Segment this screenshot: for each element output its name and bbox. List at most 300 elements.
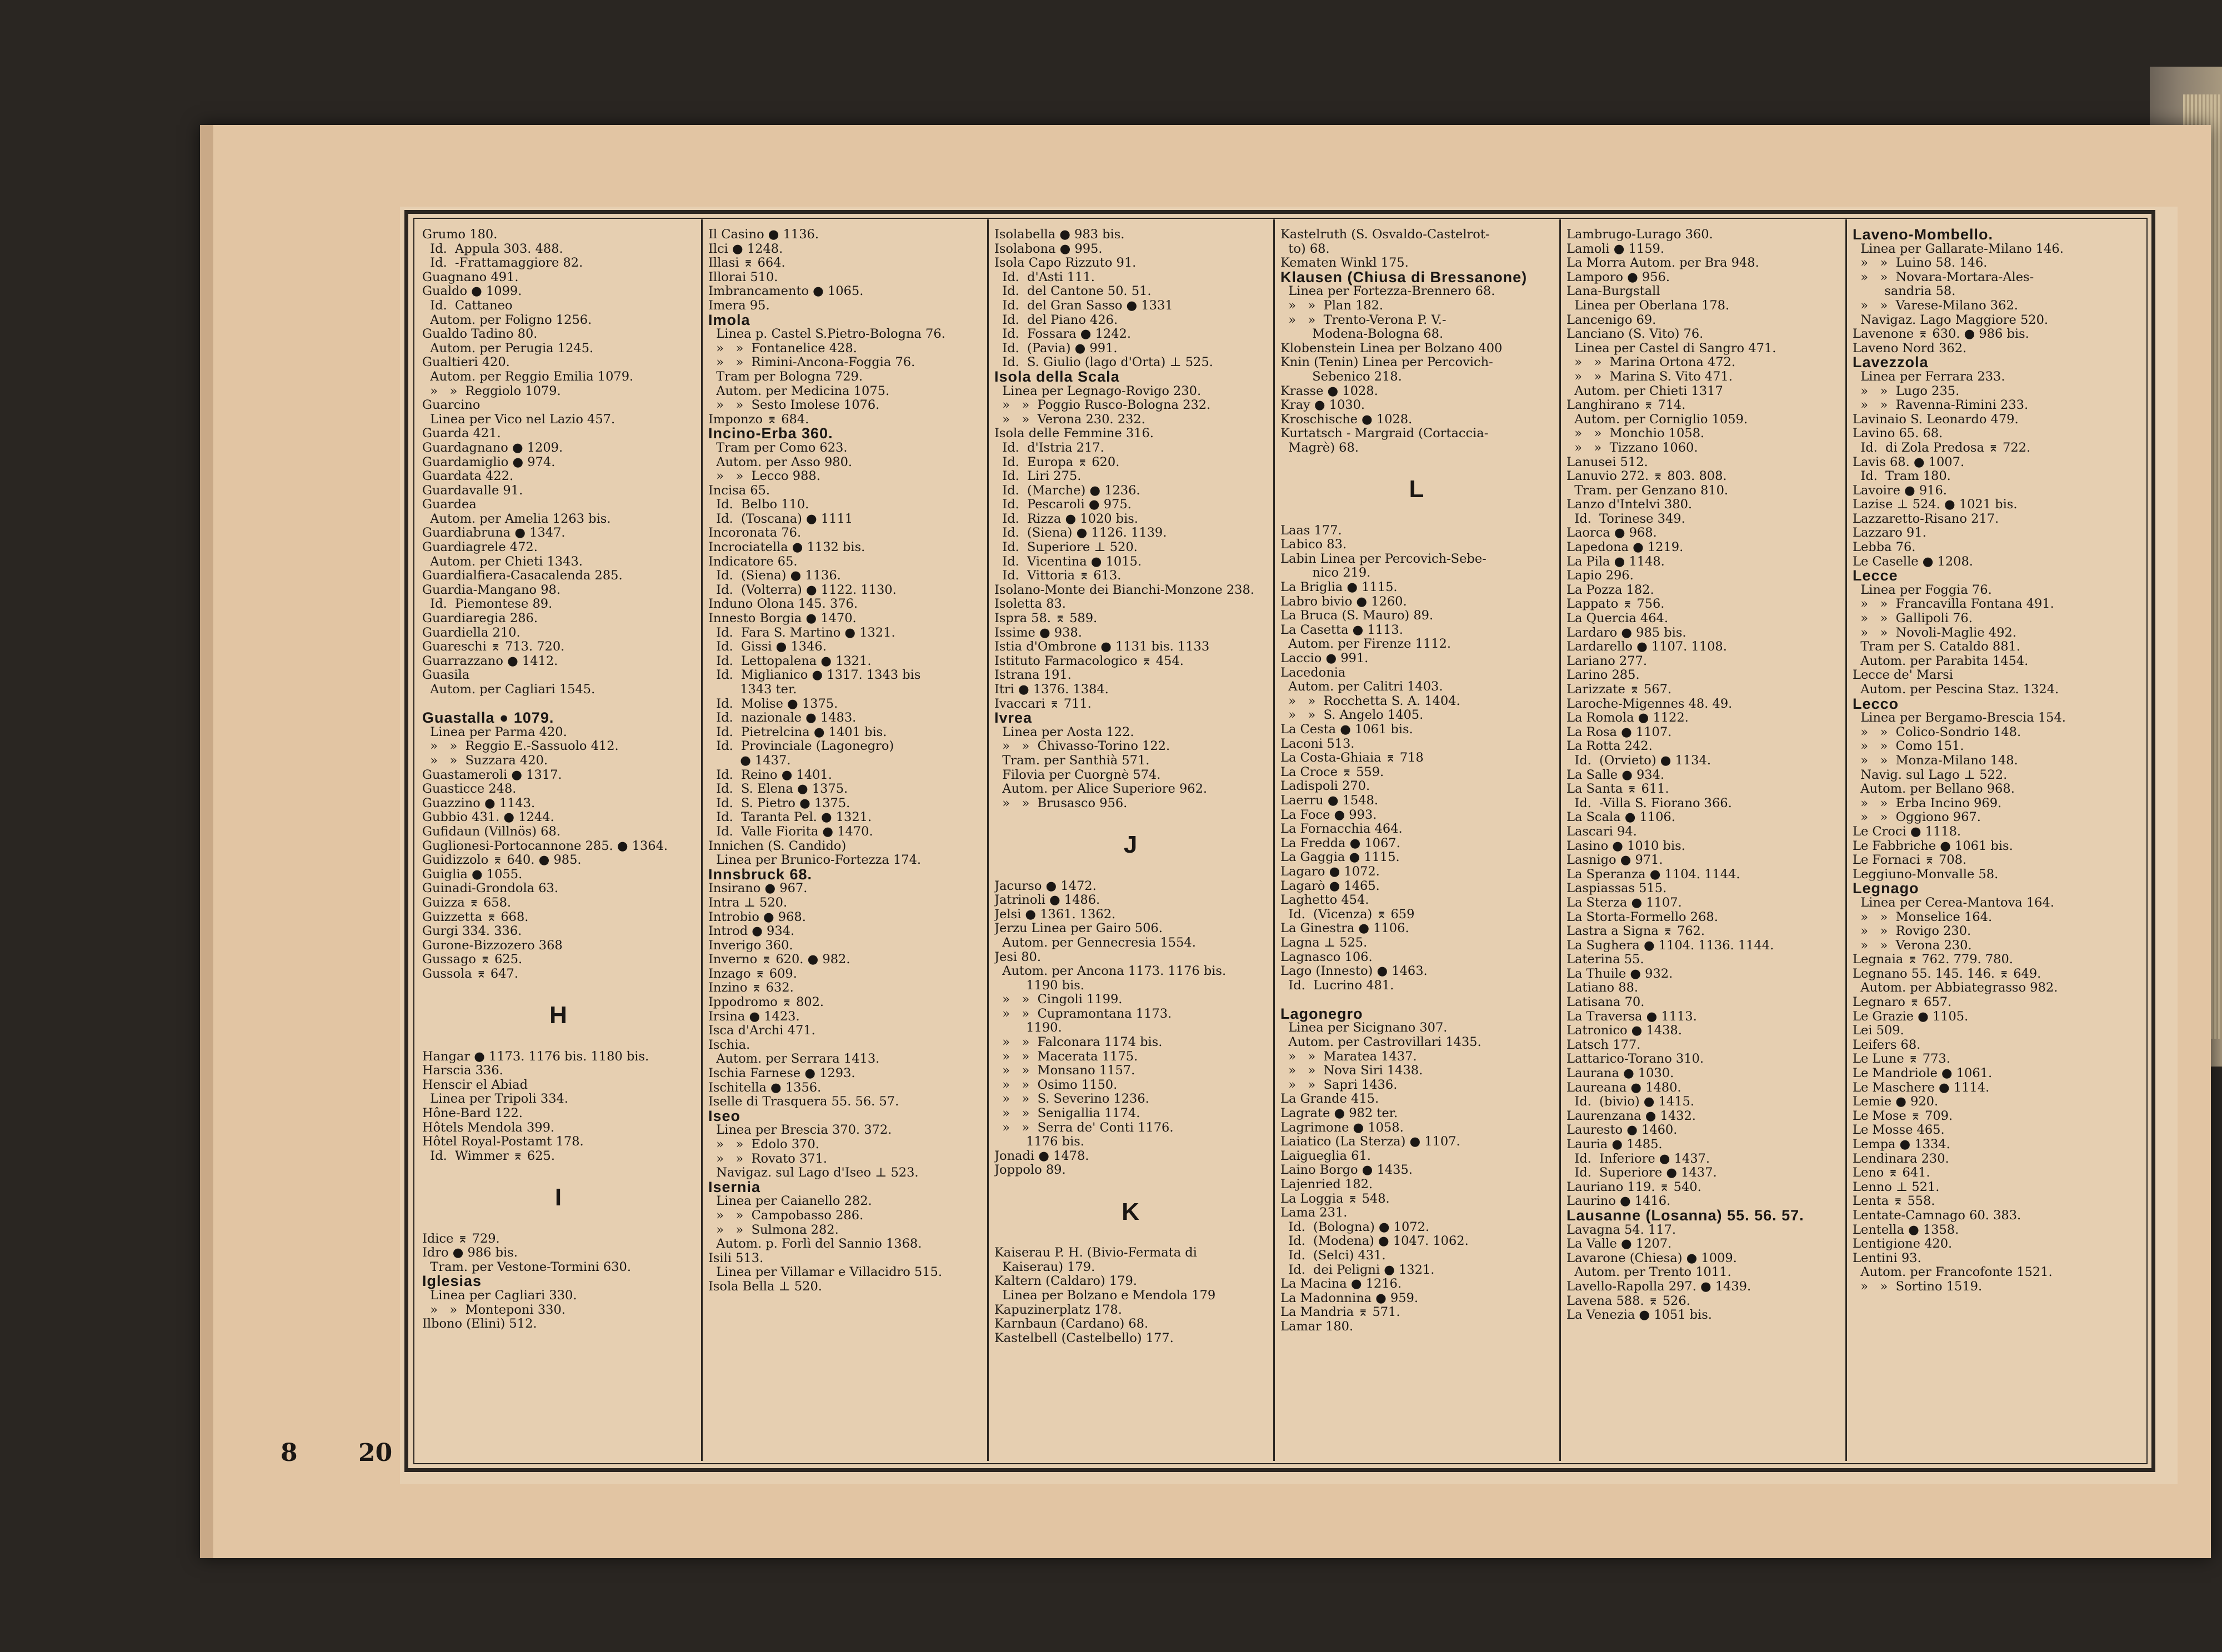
entry-heading: Imola bbox=[708, 311, 750, 328]
index-entry: Autom. per Trento 1011. bbox=[1567, 1265, 1731, 1280]
index-entry: Lagna ⊥ 525. bbox=[1280, 935, 1368, 950]
index-entry: Irsina ● 1423. bbox=[708, 1009, 800, 1024]
index-entry: Joppolo 89. bbox=[994, 1163, 1066, 1178]
index-entry: Isolabella ● 983 bis. bbox=[994, 228, 1125, 242]
index-entry: Id. dei Peligni ● 1321. bbox=[1280, 1262, 1435, 1277]
entry-heading: Isernia bbox=[708, 1178, 761, 1195]
column-rule bbox=[1845, 219, 1847, 1461]
index-entry: Langhirano ⌆ 714. bbox=[1567, 398, 1686, 413]
index-entry: Guizzetta ⌆ 668. bbox=[422, 909, 529, 924]
index-entry: Introbio ● 968. bbox=[708, 909, 806, 924]
index-entry: Autom. per Asso 980. bbox=[708, 454, 853, 469]
column-rule bbox=[987, 219, 989, 1461]
index-entry: La Speranza ● 1104. 1144. bbox=[1567, 867, 1740, 882]
index-entry: Le Fabbriche ● 1061 bis. bbox=[1853, 838, 2013, 853]
index-entry: Lei 509. bbox=[1853, 1023, 1904, 1038]
index-entry: Sebenico 218. bbox=[1280, 369, 1402, 384]
index-entry: Linea per Ferrara 233. bbox=[1853, 369, 2005, 384]
index-entry: Le Mose ⌆ 709. bbox=[1853, 1108, 1953, 1123]
index-entry: Gualdo Tadino 80. bbox=[422, 327, 538, 342]
index-entry: Latisana 70. bbox=[1567, 995, 1645, 1010]
entry-heading: Laveno-Mombello. bbox=[1853, 228, 1994, 243]
entry-heading: Iseo bbox=[708, 1107, 741, 1124]
index-entry: Klobenstein Linea per Bolzano 400 bbox=[1280, 341, 1503, 356]
column-rule bbox=[701, 219, 703, 1461]
index-entry: Jerzu Linea per Gairo 506. bbox=[994, 921, 1163, 936]
index-entry: Linea per Caianello 282. bbox=[708, 1194, 872, 1209]
index-entry: Isoletta 83. bbox=[994, 597, 1066, 612]
index-entry: Lancenigo 69. bbox=[1567, 312, 1657, 327]
index-entry: Gubbio 431. ● 1244. bbox=[422, 810, 554, 825]
index-entry: Guiglia ● 1055. bbox=[422, 867, 523, 882]
index-entry: Id. (Modena) ● 1047. 1062. bbox=[1280, 1234, 1469, 1249]
index-entry: Id. (Volterra) ● 1122. 1130. bbox=[708, 582, 897, 597]
index-entry: Linea per Castel di Sangro 471. bbox=[1567, 341, 1776, 356]
index-entry: Lanuvio 272. ⌆ 803. 808. bbox=[1567, 469, 1727, 484]
index-entry: Autom. per Bellano 968. bbox=[1853, 782, 2015, 797]
index-entry: Lavoire ● 916. bbox=[1853, 483, 1947, 498]
index-entry: » » Monchio 1058. bbox=[1567, 426, 1705, 441]
index-entry: Guastameroli ● 1317. bbox=[422, 767, 562, 782]
index-entry: Guidizzolo ⌆ 640. ● 985. bbox=[422, 853, 582, 868]
index-entry: La Morra Autom. per Bra 948. bbox=[1567, 256, 1759, 271]
index-entry: » » Senigallia 1174. bbox=[994, 1106, 1140, 1121]
index-entry: Id. (Selci) 431. bbox=[1280, 1248, 1386, 1263]
index-entry: Laroche-Migennes 48. 49. bbox=[1567, 696, 1733, 711]
index-entry: » » Campobasso 286. bbox=[708, 1208, 864, 1223]
index-entry: Le Lune ⌆ 773. bbox=[1853, 1052, 1950, 1067]
index-entry: Guazzino ● 1143. bbox=[422, 795, 536, 810]
index-entry: » » Maratea 1437. bbox=[1280, 1049, 1417, 1064]
index-entry: Id. Tram 180. bbox=[1853, 469, 1951, 484]
index-entry: Inverigo 360. bbox=[708, 938, 793, 953]
index-entry: La Foce ● 993. bbox=[1280, 807, 1377, 822]
index-entry: » » Rovigo 230. bbox=[1853, 924, 1971, 939]
index-entry: Incisa 65. bbox=[708, 483, 770, 498]
index-entry: Autom. per Ancona 1173. 1176 bis. bbox=[994, 964, 1227, 979]
index-entry: Id. (Vicenza) ⌆ 659 bbox=[1280, 907, 1415, 922]
index-entry: Id. Cattaneo bbox=[422, 298, 513, 313]
index-entry: Leno ⌆ 641. bbox=[1853, 1165, 1930, 1180]
index-entry: Id. (bivio) ● 1415. bbox=[1567, 1094, 1695, 1109]
index-entry: Id. (Orvieto) ● 1134. bbox=[1567, 753, 1711, 768]
index-entry: Isola Capo Rizzuto 91. bbox=[994, 256, 1137, 271]
index-entry: Id. (Bologna) ● 1072. bbox=[1280, 1219, 1430, 1234]
index-entry: » » Trento-Verona P. V.- bbox=[1280, 312, 1447, 327]
index-entry: » » Falconara 1174 bis. bbox=[994, 1035, 1163, 1050]
index-entry: Autom. per Abbiategrasso 982. bbox=[1853, 980, 2058, 995]
index-entry: Jonadi ● 1478. bbox=[994, 1148, 1089, 1163]
index-entry: Lavinaio S. Leonardo 479. bbox=[1853, 412, 2019, 427]
index-entry: » » Sulmona 282. bbox=[708, 1222, 839, 1237]
index-entry: Lamar 180. bbox=[1280, 1319, 1354, 1334]
index-entry: Linea per Vico nel Lazio 457. bbox=[422, 412, 615, 427]
index-entry: Gualtieri 420. bbox=[422, 355, 510, 370]
index-entry: » » Marina Ortona 472. bbox=[1567, 355, 1736, 370]
index-entry: Guardea bbox=[422, 497, 477, 512]
index-entry: » » Monsano 1157. bbox=[994, 1063, 1135, 1078]
index-entry: » » Cupramontana 1173. bbox=[994, 1006, 1172, 1021]
index-entry: Latsch 177. bbox=[1567, 1037, 1641, 1052]
index-entry: Ilci ● 1248. bbox=[708, 241, 783, 256]
index-entry: Lama 231. bbox=[1280, 1205, 1348, 1220]
index-entry: Laurino ● 1416. bbox=[1567, 1194, 1671, 1209]
index-entry: Id. d'Asti 111. bbox=[994, 269, 1095, 284]
index-entry: La Quercia 464. bbox=[1567, 611, 1668, 626]
index-entry: Lempa ● 1334. bbox=[1853, 1137, 1950, 1152]
index-entry: » » Novara-Mortara-Ales- bbox=[1853, 269, 2034, 284]
section-letter: J bbox=[1123, 830, 1138, 858]
index-entry: » » Monteponi 330. bbox=[422, 1302, 565, 1317]
index-entry: Kematen Winkl 175. bbox=[1280, 256, 1409, 271]
index-entry: Linea per Legnago-Rovigo 230. bbox=[994, 383, 1202, 398]
index-entry: Labico 83. bbox=[1280, 537, 1347, 552]
index-entry: Introd ● 934. bbox=[708, 924, 795, 939]
index-entry: Autom. per Foligno 1256. bbox=[422, 312, 592, 327]
index-entry: Lauresto ● 1460. bbox=[1567, 1123, 1678, 1138]
index-entry: Ladispoli 270. bbox=[1280, 779, 1370, 794]
index-entry: » » Oggiono 967. bbox=[1853, 810, 1981, 825]
index-entry: Id. Europa ⌆ 620. bbox=[994, 454, 1120, 469]
index-entry: Id. Fossara ● 1242. bbox=[994, 327, 1132, 342]
index-entry: Lendinara 230. bbox=[1853, 1151, 1949, 1166]
index-entry: La Fornacchia 464. bbox=[1280, 822, 1403, 837]
index-entry: Laorca ● 968. bbox=[1567, 525, 1657, 540]
index-entry: Id. S. Giulio (lago d'Orta) ⊥ 525. bbox=[994, 355, 1213, 370]
index-entry: Guardiella 210. bbox=[422, 625, 521, 640]
index-entry: Hangar ● 1173. 1176 bis. 1180 bis. bbox=[422, 1049, 649, 1064]
index-entry: Id. Valle Fiorita ● 1470. bbox=[708, 824, 873, 839]
index-entry: La Mandria ⌆ 571. bbox=[1280, 1305, 1400, 1320]
index-entry: Navig. sul Lago ⊥ 522. bbox=[1853, 767, 2008, 782]
index-entry: Kaltern (Caldaro) 179. bbox=[994, 1274, 1137, 1289]
index-entry: » » Rocchetta S. A. 1404. bbox=[1280, 693, 1460, 708]
index-column-1 bbox=[422, 228, 694, 1461]
index-entry: Le Fornaci ⌆ 708. bbox=[1853, 853, 1967, 868]
index-entry: La Briglia ● 1115. bbox=[1280, 580, 1398, 595]
index-entry: Gurone-Bizzozero 368 bbox=[422, 938, 563, 953]
index-entry: La Salle ● 934. bbox=[1567, 767, 1665, 782]
index-entry: Istrana 191. bbox=[994, 668, 1072, 683]
index-entry: Illasi ⌆ 664. bbox=[708, 256, 785, 271]
column-rule bbox=[1273, 219, 1275, 1461]
index-entry: Navigaz. sul Lago d'Iseo ⊥ 523. bbox=[708, 1165, 919, 1180]
index-entry: » » Reggio E.-Sassuolo 412. bbox=[422, 739, 619, 754]
index-entry: Linea per Foggia 76. bbox=[1853, 582, 1992, 597]
index-entry: La Costa-Ghiaia ⌆ 718 bbox=[1280, 750, 1424, 765]
blank-line bbox=[994, 1232, 1267, 1246]
index-entry: Latiano 88. bbox=[1567, 980, 1638, 995]
index-entry: Lavena 588. ⌆ 526. bbox=[1567, 1293, 1690, 1308]
index-entry: Lana-Burgstall bbox=[1567, 284, 1660, 299]
index-entry: Tram per Bologna 729. bbox=[708, 369, 863, 384]
blank-line bbox=[422, 1218, 694, 1232]
index-entry: Linea per Brunico-Fortezza 174. bbox=[708, 853, 922, 868]
index-entry: Laurenzana ● 1432. bbox=[1567, 1108, 1696, 1123]
blank-line bbox=[422, 981, 694, 995]
index-entry: Laino Borgo ● 1435. bbox=[1280, 1163, 1413, 1178]
index-entry: Guardialfiera-Casacalenda 285. bbox=[422, 568, 623, 583]
index-entry: Inzino ⌆ 632. bbox=[708, 980, 794, 995]
index-entry: La Sughera ● 1104. 1136. 1144. bbox=[1567, 938, 1774, 953]
index-entry: Id. Appula 303. 488. bbox=[422, 241, 563, 256]
index-entry: Autom. per Castrovillari 1435. bbox=[1280, 1035, 1482, 1050]
index-entry: Id. Reino ● 1401. bbox=[708, 767, 832, 782]
index-entry: Inverno ⌆ 620. ● 982. bbox=[708, 952, 850, 967]
index-entry: Lambrugo-Lurago 360. bbox=[1567, 228, 1713, 242]
index-entry: Laccio ● 991. bbox=[1280, 651, 1369, 666]
index-entry: Latronico ● 1438. bbox=[1567, 1023, 1682, 1038]
section-letter: L bbox=[1409, 475, 1424, 503]
index-entry: Hôtel Royal-Postamt 178. bbox=[422, 1134, 584, 1149]
index-entry: Imponzo ⌆ 684. bbox=[708, 412, 809, 427]
index-entry: Guardiabruna ● 1347. bbox=[422, 525, 565, 540]
index-entry: Id. (Toscana) ● 1111 bbox=[708, 511, 853, 526]
blank-line bbox=[994, 810, 1267, 825]
index-entry: Grumo 180. bbox=[422, 228, 498, 242]
index-entry: La Cesta ● 1061 bis. bbox=[1280, 722, 1413, 737]
index-entry: Id. Superiore ⊥ 520. bbox=[994, 540, 1138, 555]
index-entry: Lamoli ● 1159. bbox=[1567, 241, 1664, 256]
index-entry: Lapedona ● 1219. bbox=[1567, 540, 1684, 555]
index-entry: Ilbono (Elini) 512. bbox=[422, 1316, 537, 1331]
index-entry: » » Sesto Imolese 1076. bbox=[708, 398, 880, 413]
index-entry: La Gaggia ● 1115. bbox=[1280, 850, 1400, 865]
index-entry: La Madonnina ● 959. bbox=[1280, 1290, 1419, 1305]
index-entry: Lavis 68. ● 1007. bbox=[1853, 454, 1965, 469]
index-entry: Id. Inferiore ● 1437. bbox=[1567, 1151, 1710, 1166]
index-entry: La Pozza 182. bbox=[1567, 582, 1654, 597]
index-entry: Laurana ● 1030. bbox=[1567, 1066, 1674, 1081]
index-entry: Isca d'Archi 471. bbox=[708, 1023, 815, 1038]
index-entry: » » Rimini-Ancona-Foggia 76. bbox=[708, 355, 915, 370]
index-entry: Linea per Cagliari 330. bbox=[422, 1288, 577, 1303]
index-entry: Linea per Tripoli 334. bbox=[422, 1092, 568, 1107]
index-entry: Lattarico-Torano 310. bbox=[1567, 1052, 1704, 1067]
index-entry: Idro ● 986 bis. bbox=[422, 1245, 518, 1260]
index-entry: 1190. bbox=[994, 1020, 1062, 1035]
index-entry: La Sterza ● 1107. bbox=[1567, 895, 1682, 910]
index-entry: Linea per Fortezza-Brennero 68. bbox=[1280, 284, 1495, 299]
index-entry: » » Suzzara 420. bbox=[422, 753, 548, 768]
index-entry: Id. Pietrelcina ● 1401 bis. bbox=[708, 724, 887, 739]
index-entry: Illorai 510. bbox=[708, 269, 778, 284]
index-entry: Autom. per Medicina 1075. bbox=[708, 383, 890, 398]
entry-heading: Lecco bbox=[1853, 695, 1899, 712]
index-entry: Lazise ⊥ 524. ● 1021 bis. bbox=[1853, 497, 2018, 512]
index-entry: Lenno ⊥ 521. bbox=[1853, 1179, 1940, 1194]
index-entry: Lentigione 420. bbox=[1853, 1237, 1953, 1251]
index-entry: Id. Taranta Pel. ● 1321. bbox=[708, 810, 872, 825]
index-entry: Ischia. bbox=[708, 1037, 750, 1052]
index-entry: La Ginestra ● 1106. bbox=[1280, 921, 1409, 936]
index-entry: Lagrate ● 982 ter. bbox=[1280, 1106, 1398, 1121]
index-entry: Lardarello ● 1107. 1108. bbox=[1567, 639, 1727, 654]
index-entry: Gualdo ● 1099. bbox=[422, 284, 522, 299]
entry-heading: Iglesias bbox=[422, 1273, 482, 1290]
index-entry: Lastra a Signa ⌆ 762. bbox=[1567, 924, 1705, 939]
index-entry: ● 1437. bbox=[708, 753, 791, 768]
index-entry: Isola delle Femmine 316. bbox=[994, 426, 1154, 441]
index-column-4 bbox=[1280, 228, 1553, 1461]
index-entry: Navigaz. Lago Maggiore 520. bbox=[1853, 312, 2049, 327]
index-entry: La Romola ● 1122. bbox=[1567, 710, 1689, 725]
index-entry: Laghetto 454. bbox=[1280, 893, 1369, 908]
index-entry: Isolano-Monte dei Bianchi-Monzone 238. bbox=[994, 582, 1254, 597]
index-entry: Jesi 80. bbox=[994, 949, 1042, 964]
index-entry: Krasse ● 1028. bbox=[1280, 383, 1378, 398]
index-entry: Linea per Brescia 370. 372. bbox=[708, 1123, 892, 1138]
index-entry: Imera 95. bbox=[708, 298, 770, 313]
index-entry: Isolabona ● 995. bbox=[994, 241, 1103, 256]
index-entry: Le Maschere ● 1114. bbox=[1853, 1080, 1990, 1095]
index-entry: Labin Linea per Percovich-Sebe- bbox=[1280, 551, 1487, 566]
index-entry: Linea per Cerea-Mantova 164. bbox=[1853, 895, 2054, 910]
index-entry: Id. Belbo 110. bbox=[708, 497, 809, 512]
index-entry: Guinadi-Grondola 63. bbox=[422, 881, 559, 896]
index-entry: » » S. Angelo 1405. bbox=[1280, 708, 1424, 723]
index-column-2 bbox=[708, 228, 980, 1461]
index-entry: Lacedonia bbox=[1280, 665, 1346, 680]
index-entry: Il Casino ● 1136. bbox=[708, 228, 819, 242]
index-entry: Autom. per Calitri 1403. bbox=[1280, 679, 1443, 694]
index-entry: Lentella ● 1358. bbox=[1853, 1222, 1959, 1237]
index-entry: Linea p. Castel S.Pietro-Bologna 76. bbox=[708, 327, 945, 342]
index-entry: Incrociatella ● 1132 bis. bbox=[708, 540, 865, 555]
index-entry: Legnaro ⌆ 657. bbox=[1853, 995, 1952, 1010]
index-entry: Gurgi 334. 336. bbox=[422, 924, 522, 939]
index-entry: Lagrimone ● 1058. bbox=[1280, 1120, 1404, 1135]
index-entry: Ippodromo ⌆ 802. bbox=[708, 995, 824, 1010]
index-entry: » » Reggiolo 1079. bbox=[422, 383, 561, 398]
index-entry: Autom. per Chieti 1317 bbox=[1567, 383, 1723, 398]
index-entry: to) 68. bbox=[1280, 241, 1330, 256]
index-entry: Indicatore 65. bbox=[708, 554, 798, 569]
entry-heading: Klausen (Chiusa di Bressanone) bbox=[1280, 268, 1528, 286]
index-entry: Laveno Nord 362. bbox=[1853, 341, 1967, 356]
index-entry: Id. di Zola Predosa ⌆ 722. bbox=[1853, 440, 2031, 455]
index-entry: Hôtels Mendola 399. bbox=[422, 1120, 555, 1135]
index-entry: Laspiassas 515. bbox=[1567, 881, 1667, 896]
index-entry: nico 219. bbox=[1280, 565, 1371, 580]
index-entry: Lasnigo ● 971. bbox=[1567, 853, 1663, 868]
index-entry: » » Marina S. Vito 471. bbox=[1567, 369, 1733, 384]
index-entry: Lecce de' Marsi bbox=[1853, 668, 1953, 683]
index-entry: Ischitella ● 1356. bbox=[708, 1080, 822, 1095]
index-entry: Linea per Bolzano e Mendola 179 bbox=[994, 1288, 1216, 1303]
index-entry: » » Macerata 1175. bbox=[994, 1049, 1138, 1064]
index-entry: Laconi 513. bbox=[1280, 736, 1355, 751]
index-entry: Autom. per Corniglio 1059. bbox=[1567, 412, 1748, 427]
entry-heading: Guastalla ● 1079. bbox=[422, 709, 554, 727]
index-entry: Id. (Marche) ● 1236. bbox=[994, 483, 1140, 498]
index-entry: » » Lecco 988. bbox=[708, 469, 820, 484]
index-entry: Tram. per Santhià 571. bbox=[994, 753, 1150, 768]
index-entry: Id. Wimmer ⌆ 625. bbox=[422, 1148, 555, 1163]
index-entry: Larino 285. bbox=[1567, 668, 1640, 683]
index-entry: Autom. per Parabita 1454. bbox=[1853, 653, 2029, 668]
index-entry: Laiatico (La Sterza) ● 1107. bbox=[1280, 1134, 1460, 1149]
index-entry: Legnano 55. 145. 146. ⌆ 649. bbox=[1853, 966, 2041, 981]
index-entry: Modena-Bologna 68. bbox=[1280, 327, 1444, 342]
index-entry: Le Mandriole ● 1061. bbox=[1853, 1066, 1993, 1081]
index-entry: Autom. per Amelia 1263 bis. bbox=[422, 511, 611, 526]
index-entry: Iselle di Trasquera 55. 56. 57. bbox=[708, 1094, 899, 1109]
index-entry: Id. (Siena) ● 1136. bbox=[708, 568, 841, 583]
index-entry: Magrè) 68. bbox=[1280, 440, 1359, 455]
index-entry: La Rosa ● 1107. bbox=[1567, 724, 1672, 739]
index-entry: Labro bivio ● 1260. bbox=[1280, 594, 1407, 609]
index-entry: Leifers 68. bbox=[1853, 1037, 1921, 1052]
index-entry: Le Caselle ● 1208. bbox=[1853, 554, 1973, 569]
index-entry: Innesto Borgia ● 1470. bbox=[708, 611, 857, 626]
index-entry: Laigueglia 61. bbox=[1280, 1148, 1371, 1163]
index-entry: Lentini 93. bbox=[1853, 1250, 1921, 1265]
index-entry: Guardiaregia 286. bbox=[422, 611, 538, 626]
index-entry: Id. Provinciale (Lagonegro) bbox=[708, 739, 894, 754]
index-entry: » » Como 151. bbox=[1853, 739, 1964, 754]
index-entry: » » Fontanelice 428. bbox=[708, 341, 857, 356]
index-entry: » » Poggio Rusco-Bologna 232. bbox=[994, 398, 1211, 413]
index-entry: Incoronata 76. bbox=[708, 525, 802, 540]
index-entry: Linea per Oberlana 178. bbox=[1567, 298, 1730, 313]
index-entry: Le Croci ● 1118. bbox=[1853, 824, 1961, 839]
index-entry: Guagnano 491. bbox=[422, 269, 519, 284]
index-entry: Guasila bbox=[422, 668, 470, 683]
index-entry: Lentate-Camnago 60. 383. bbox=[1853, 1208, 2021, 1223]
index-entry: Lemie ● 920. bbox=[1853, 1094, 1939, 1109]
index-entry: Id. del Piano 426. bbox=[994, 312, 1118, 327]
index-entry: La Storta-Formello 268. bbox=[1567, 909, 1718, 924]
column-rule bbox=[1559, 219, 1561, 1461]
index-entry: Kastelruth (S. Osvaldo-Castelrot- bbox=[1280, 228, 1490, 242]
index-entry: Lapio 296. bbox=[1567, 568, 1634, 583]
index-entry: Autom. p. Forlì del Sannio 1368. bbox=[708, 1237, 922, 1251]
index-entry: Id. Liri 275. bbox=[994, 469, 1082, 484]
index-entry: Guarda 421. bbox=[422, 426, 501, 441]
index-entry: Autom. per Firenze 1112. bbox=[1280, 637, 1452, 652]
index-entry: Lavello-Rapolla 297. ● 1439. bbox=[1567, 1279, 1751, 1294]
index-entry: Id. Superiore ● 1437. bbox=[1567, 1165, 1717, 1180]
entry-heading: Lecce bbox=[1853, 567, 1898, 584]
index-entry: Id. d'Istria 217. bbox=[994, 440, 1104, 455]
index-entry: Kray ● 1030. bbox=[1280, 398, 1365, 413]
index-entry: Lavagna 54. 117. bbox=[1567, 1222, 1676, 1237]
section-letter: I bbox=[554, 1184, 562, 1211]
index-entry: Lardaro ● 985 bis. bbox=[1567, 625, 1686, 640]
index-entry: » » Novoli-Maglie 492. bbox=[1853, 625, 2016, 640]
index-entry: » » Brusasco 956. bbox=[994, 795, 1128, 810]
entry-heading: Lavezzola bbox=[1853, 354, 1929, 371]
entry-heading: Lausanne (Losanna) 55. 56. 57. bbox=[1567, 1207, 1804, 1224]
index-entry: Lazzaretto-Risano 217. bbox=[1853, 511, 1999, 526]
index-entry: Lavarone (Chiesa) ● 1009. bbox=[1567, 1250, 1737, 1265]
index-entry: Autom. per Cagliari 1545. bbox=[422, 682, 595, 697]
index-entry: » » Francavilla Fontana 491. bbox=[1853, 597, 2054, 612]
index-entry: » » Erba Incino 969. bbox=[1853, 795, 2002, 810]
index-entry: Id. Gissi ● 1346. bbox=[708, 639, 827, 654]
index-entry: La Scala ● 1106. bbox=[1567, 810, 1675, 825]
index-entry: Id. S. Pietro ● 1375. bbox=[708, 795, 850, 810]
paper-sheet-edge bbox=[200, 125, 213, 1558]
index-entry: Linea per Aosta 122. bbox=[994, 724, 1134, 739]
index-entry: Guarcino bbox=[422, 398, 481, 413]
index-entry: » » Varese-Milano 362. bbox=[1853, 298, 2018, 313]
index-entry: Lagaro ● 1072. bbox=[1280, 864, 1380, 879]
index-entry: Guardia-Mangano 98. bbox=[422, 582, 560, 597]
index-entry: Insirano ● 967. bbox=[708, 881, 808, 896]
index-entry: Jatrinoli ● 1486. bbox=[994, 893, 1100, 908]
